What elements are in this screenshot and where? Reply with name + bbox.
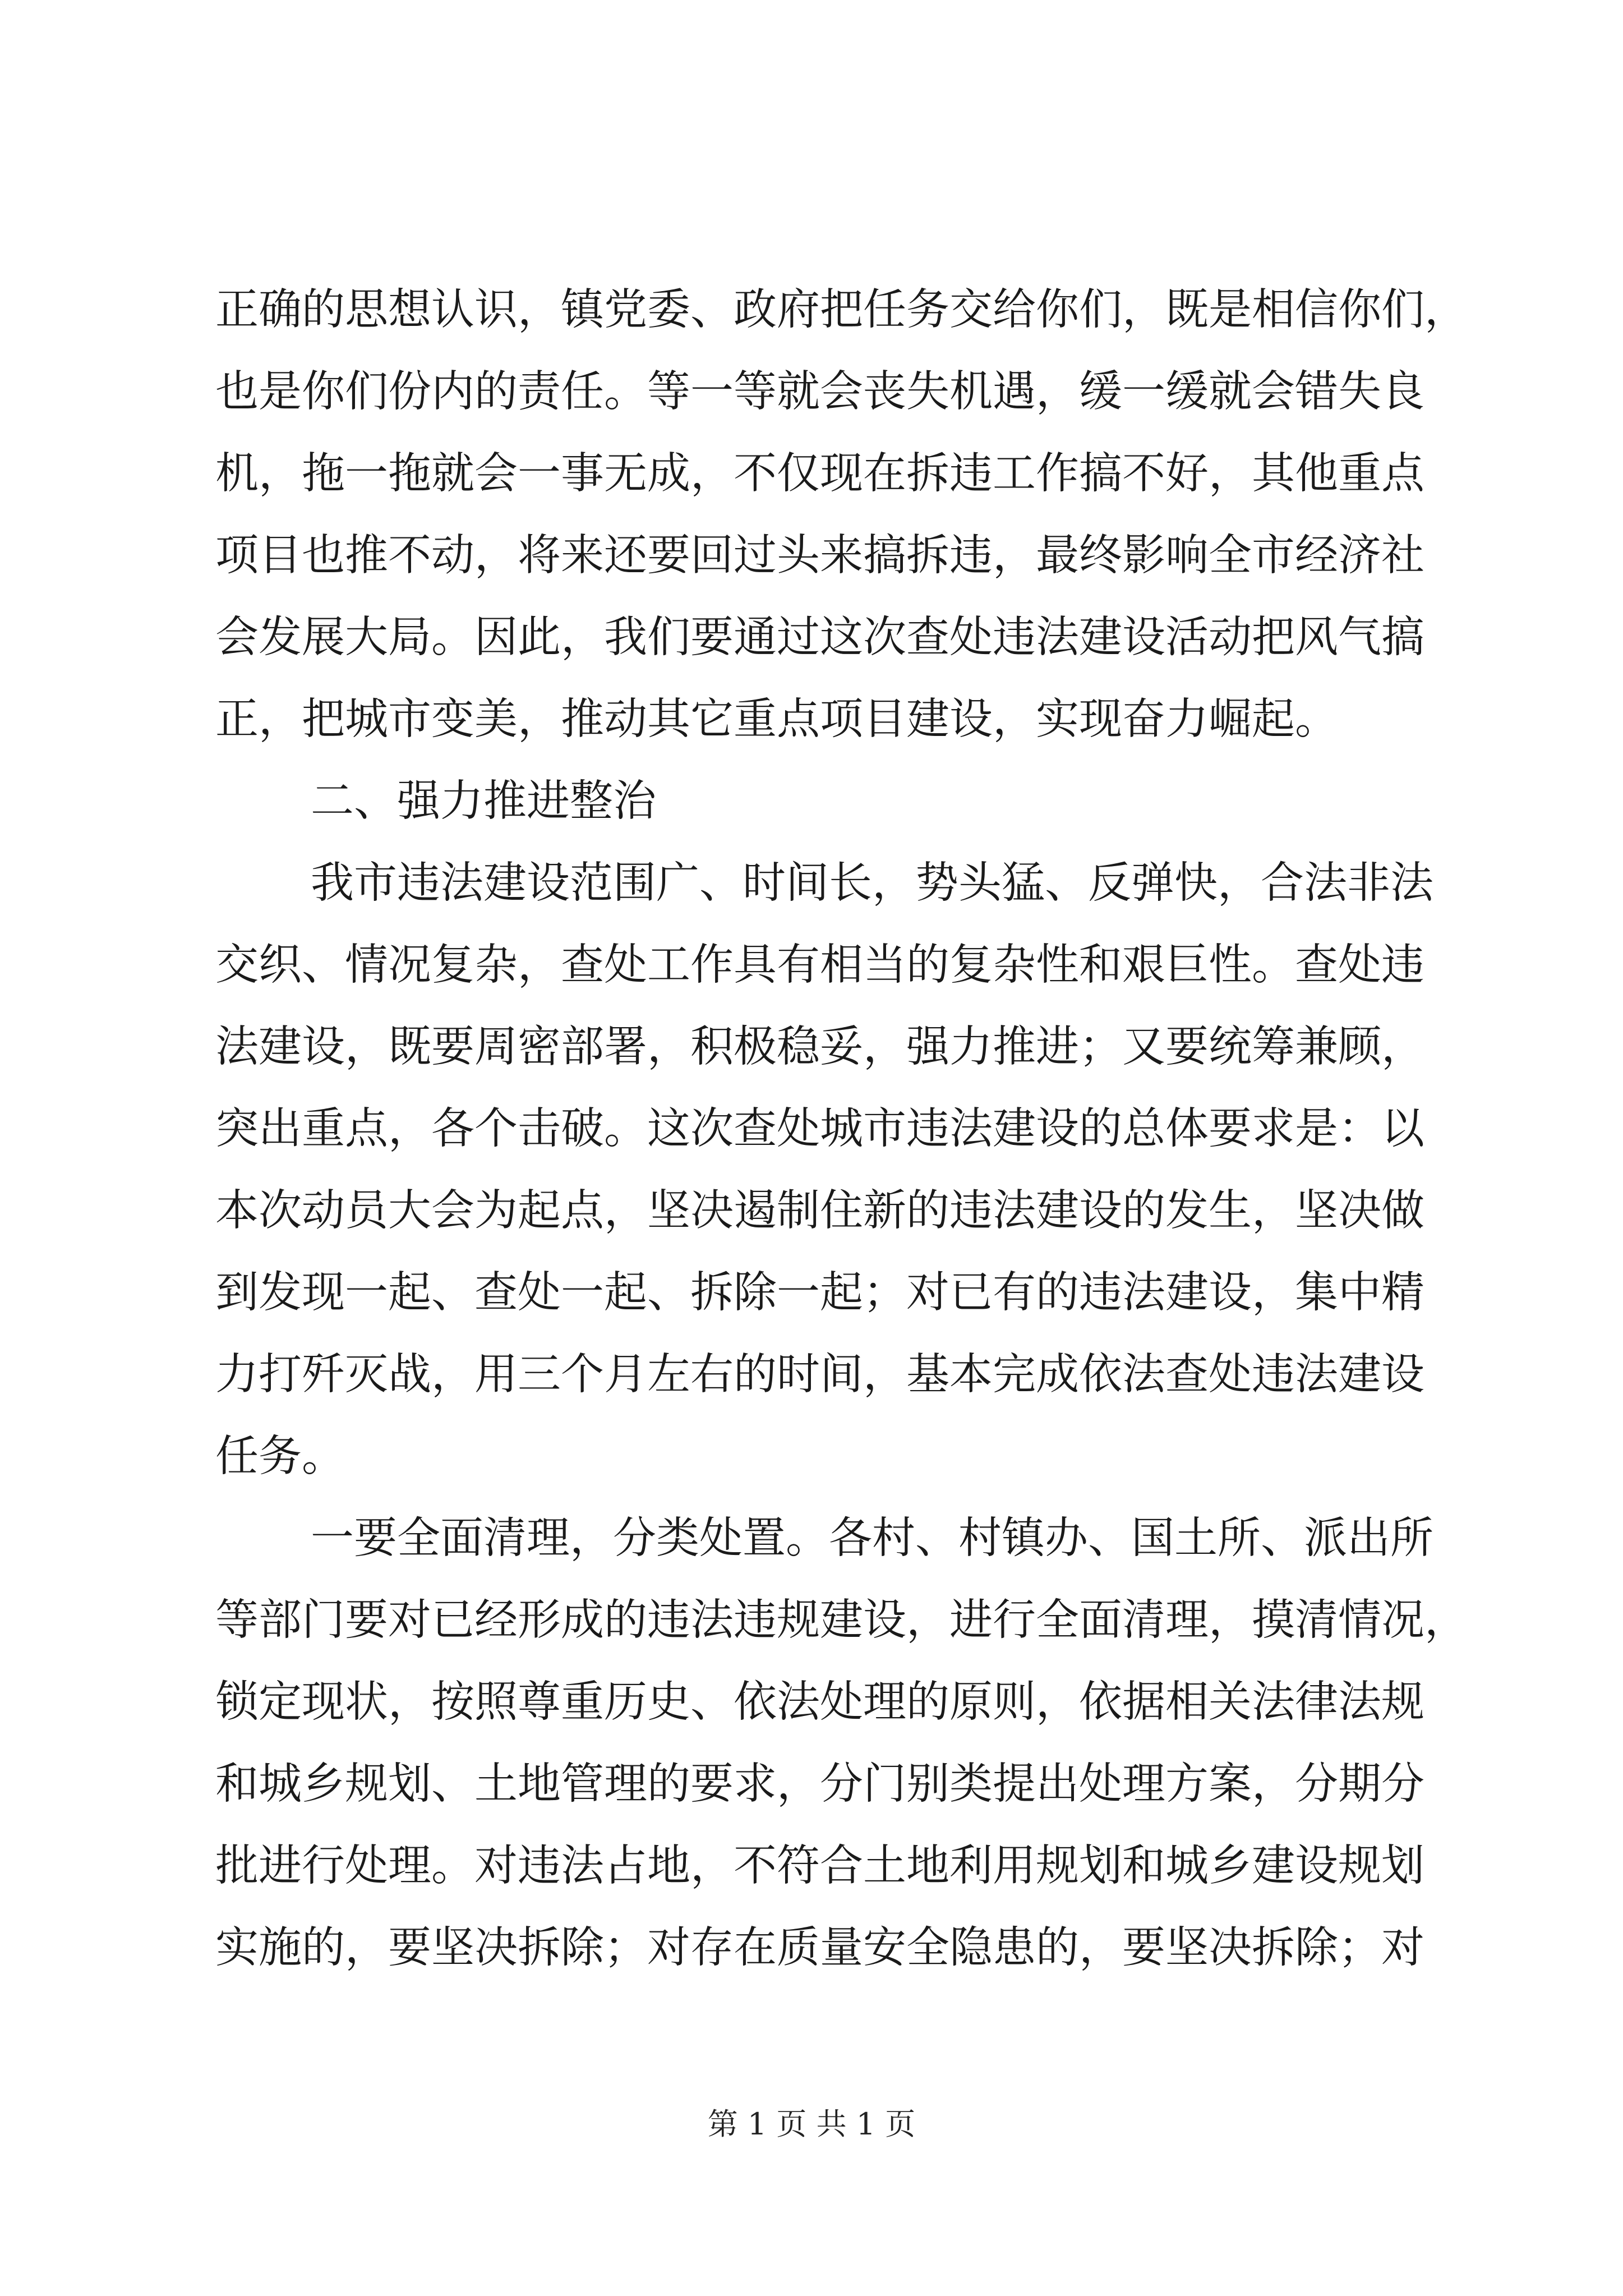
text-line: 锁定现状，按照尊重历史、依法处理的原则，依据相关法律法规	[215, 1677, 1424, 1727]
document-body	[215, 269, 1468, 1989]
page-footer: 第 1 页 共 1 页	[707, 2106, 916, 2142]
text-line: 二、强力推进整治	[311, 776, 656, 826]
text-line: 我市违法建设范围广、时间长，势头猛、反弹快，合法非法	[311, 858, 1433, 908]
text-line: 也是你们份内的责任。等一等就会丧失机遇，缓一缓就会错失良	[215, 367, 1424, 417]
text-line: 本次动员大会为起点，坚决遏制住新的违法建设的发生，坚决做	[215, 1186, 1424, 1236]
text-line: 突出重点，各个击破。这次查处城市违法建设的总体要求是：以	[215, 1104, 1424, 1154]
text-line: 正确的思想认识，镇党委、政府把任务交给你们，既是相信你们，	[215, 285, 1468, 335]
text-line: 到发现一起、查处一起、拆除一起；对已有的违法建设，集中精	[215, 1268, 1424, 1318]
text-line: 批进行处理。对违法占地，不符合土地利用规划和城乡建设规划	[215, 1841, 1424, 1891]
text-line: 和城乡规划、土地管理的要求，分门别类提出处理方案，分期分	[215, 1759, 1424, 1809]
text-line: 正，把城市变美，推动其它重点项目建设，实现奋力崛起。	[215, 694, 1338, 744]
text-line: 任务。	[215, 1432, 345, 1481]
text-line: 机，拖一拖就会一事无成，不仅现在拆违工作搞不好，其他重点	[215, 449, 1424, 499]
text-line: 等部门要对已经形成的违法违规建设，进行全面清理，摸清情况，	[215, 1595, 1468, 1645]
text-line: 法建设，既要周密部署，积极稳妥，强力推进；又要统筹兼顾，	[215, 1022, 1424, 1072]
text-line: 交织、情况复杂，查处工作具有相当的复杂性和艰巨性。查处违	[215, 940, 1424, 990]
text-line: 项目也推不动，将来还要回过头来搞拆违，最终影响全市经济社	[215, 531, 1424, 581]
text-line: 一要全面清理，分类处置。各村、村镇办、国土所、派出所	[311, 1513, 1433, 1563]
text-line: 实施的，要坚决拆除；对存在质量安全隐患的，要坚决拆除；对	[215, 1923, 1424, 1973]
text-line: 力打歼灭战，用三个月左右的时间，基本完成依法查处违法建设	[215, 1350, 1424, 1400]
text-line: 会发展大局。因此，我们要通过这次查处违法建设活动把风气搞	[215, 613, 1424, 662]
